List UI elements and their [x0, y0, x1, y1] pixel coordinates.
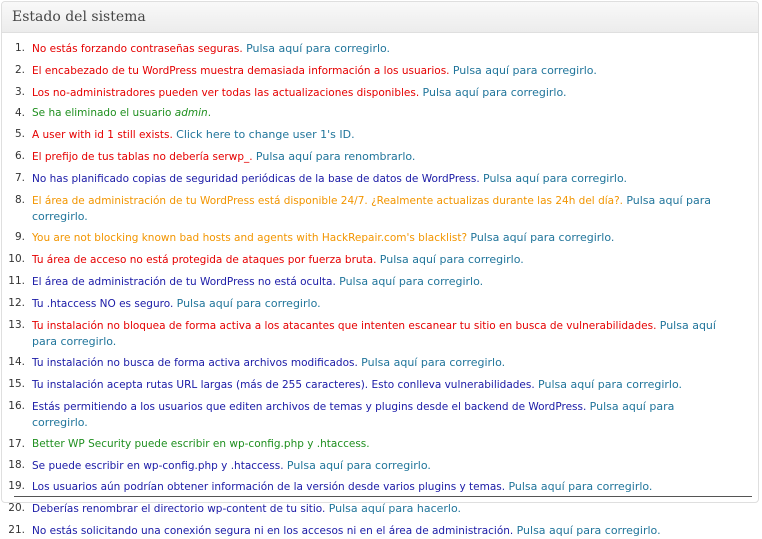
status-message: You are not blocking known bad hosts and agents with HackRepair.com's blacklist? — [32, 232, 468, 245]
status-message: Se ha eliminado el usuario — [32, 107, 172, 120]
status-item — [2, 127, 758, 143]
system-status-panel — [1, 1, 759, 537]
status-item — [2, 318, 758, 350]
fix-link[interactable]: Pulsa aquí para corregirlo. — [32, 318, 716, 348]
item-number: 4. — [14, 107, 25, 120]
fix-link[interactable]: Pulsa aquí para hacerlo. — [328, 502, 462, 516]
item-number: 16. — [8, 399, 25, 412]
item-number: 15. — [8, 378, 25, 391]
item-number: 3. — [14, 85, 25, 98]
divider — [14, 496, 752, 497]
item-number: 8. — [14, 193, 25, 206]
fix-link[interactable]: Pulsa aquí para corregirlo. — [339, 274, 484, 288]
item-number: 1. — [14, 42, 25, 54]
fix-link[interactable]: Pulsa aquí para corregirlo. — [470, 231, 615, 245]
status-item — [2, 252, 758, 268]
status-item — [2, 274, 758, 290]
item-number: 9. — [14, 231, 25, 244]
fix-link[interactable]: Pulsa aquí para corregirlo. — [32, 399, 675, 429]
status-message: Tu .htaccess NO es seguro. — [32, 297, 174, 310]
status-item — [2, 41, 758, 57]
status-message: El área de administración de tu WordPress no está oculta. — [32, 275, 336, 288]
status-message: Los no-administradores pueden ver todas las actualizaciones disponibles. — [32, 86, 420, 99]
fix-link[interactable]: Pulsa aquí para corregirlo. — [379, 253, 524, 267]
fix-link[interactable]: Pulsa aquí para corregirlo. — [452, 63, 597, 77]
fix-link[interactable]: Pulsa aquí para corregirlo. — [483, 171, 627, 185]
fix-link[interactable]: Pulsa aquí para corregirlo. — [246, 42, 391, 55]
status-message: Better WP Security puede escribir en wp-config.php y .htaccess. — [32, 437, 370, 450]
status-message: Tu instalación acepta rutas URL largas (más de 255 caracteres). Esto conlleva vulnerabilidades. — [32, 379, 535, 392]
status-message: No estás forzando contraseñas seguras. — [32, 43, 243, 55]
status-message: No estás solicitando una conexión segura ni en los accesos ni en el área de administración. — [32, 524, 514, 537]
fix-link[interactable]: Click here to change user 1's ID. — [176, 128, 355, 142]
status-item — [2, 501, 758, 517]
status-item — [2, 63, 758, 79]
item-number: 17. — [8, 437, 25, 450]
panel-header — [2, 2, 758, 33]
status-item — [2, 296, 758, 312]
item-number: 12. — [8, 296, 25, 309]
item-number: 20. — [8, 502, 25, 515]
item-number: 7. — [14, 171, 25, 184]
status-message: A user with id 1 still exists. — [32, 129, 173, 142]
fix-link[interactable]: Pulsa aquí para corregirlo. — [422, 85, 567, 99]
item-number: 10. — [8, 253, 25, 266]
username: admin — [174, 107, 208, 120]
status-message: No has planificado copias de seguridad periódicas de la base de datos de WordPress. — [32, 172, 480, 185]
item-number: 5. — [14, 128, 25, 141]
status-message-end: . — [207, 107, 212, 120]
status-item — [2, 85, 758, 101]
item-number: 18. — [8, 458, 25, 471]
status-message: El área de administración de tu WordPress está disponible 24/7. ¿Realmente actualizas durante las 24h del día?. — [32, 194, 623, 207]
status-item — [2, 377, 758, 393]
fix-link[interactable]: Pulsa aquí para corregirlo. — [516, 523, 661, 537]
fix-link[interactable]: Pulsa aquí para corregirlo. — [286, 458, 431, 472]
item-number: 19. — [8, 480, 25, 493]
status-item — [2, 355, 758, 371]
status-message: Estás permitiendo a los usuarios que editen archivos de temas y plugins desde el backend de WordPress. — [32, 400, 587, 413]
fix-link[interactable]: Pulsa aquí para corregirlo. — [176, 296, 321, 310]
item-number: 11. — [8, 274, 25, 287]
fix-link[interactable]: Pulsa aquí para corregirlo. — [32, 193, 712, 223]
status-item — [2, 437, 758, 452]
fix-link[interactable]: Pulsa aquí para corregirlo. — [538, 378, 683, 392]
status-item — [2, 106, 758, 121]
item-number: 14. — [8, 356, 25, 369]
status-item — [2, 479, 758, 495]
status-list — [2, 33, 758, 539]
fix-link[interactable]: Pulsa aquí para corregirlo. — [361, 356, 506, 370]
status-item — [2, 149, 758, 165]
fix-link[interactable]: Pulsa aquí para renombrarlo. — [255, 149, 416, 163]
item-number: 6. — [14, 149, 25, 162]
status-item — [2, 230, 758, 246]
item-number: 21. — [8, 523, 25, 536]
status-item — [2, 171, 758, 187]
fix-link[interactable]: Pulsa aquí para corregirlo. — [508, 480, 653, 494]
panel-title: Estado del sistema — [12, 9, 146, 25]
status-message: Los usuarios aún podrían obtener información de la versión desde varios plugins y temas. — [32, 481, 506, 494]
status-message: Tu área de acceso no está protegida de ataques por fuerza bruta. — [32, 254, 377, 267]
item-number: 13. — [8, 318, 25, 331]
status-item — [2, 399, 758, 431]
status-message: Tu instalación no busca de forma activa archivos modificados. — [32, 357, 358, 370]
status-message: El prefijo de tus tablas no debería serwp_. — [32, 150, 253, 163]
status-message: Se puede escribir en wp-config.php y .htaccess. — [32, 459, 284, 472]
status-message: El encabezado de tu WordPress muestra demasiada información a los usuarios. — [32, 64, 450, 77]
item-number: 2. — [14, 63, 25, 76]
status-item — [2, 458, 758, 474]
status-item — [2, 193, 758, 225]
status-message: Tu instalación no bloquea de forma activa a los atacantes que intenten escanear tu sitio en busca de vulnerabilidades. — [32, 319, 657, 332]
status-item — [2, 523, 758, 539]
status-message: Deberías renombrar el directorio wp-content de tu sitio. — [32, 503, 326, 516]
